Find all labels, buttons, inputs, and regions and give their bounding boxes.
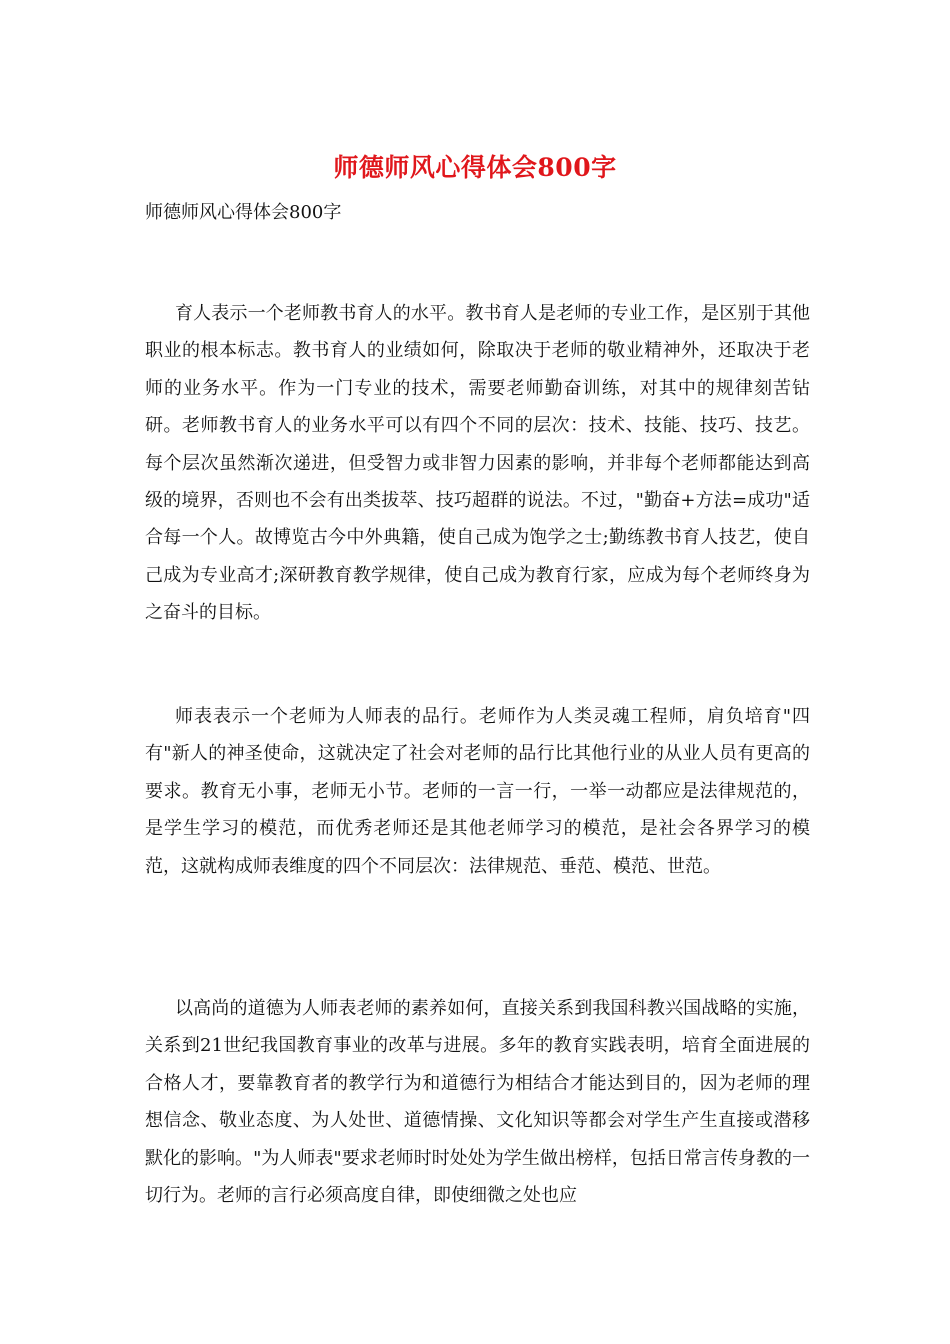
paragraph-2: 师表表示一个老师为人师表的品行。老师作为人类灵魂工程师，肩负培育"四有"新人的神圣使命，这就决定了社会对老师的品行比其他行业的从业人员有更高的要求。教育无小事，老师无小节。老师的一言一行，一举一动都应是法律规范的，是学生学习的模范，而优秀老师还是其他老师学习的模范，是社会各界学习的模范，这就构成师表维度的四个不同层次：法律规范、垂范、模范、世范。 <box>145 706 810 877</box>
document-title: 师德师风心得体会800字 <box>333 153 617 182</box>
document-subtitle: 师德师风心得体会800字 <box>145 202 342 223</box>
paragraph-3: 以高尚的道德为人师表老师的素养如何，直接关系到我国科教兴国战略的实施，关系到21世纪我国教育事业的改革与进展。多年的教育实践表明，培育全面进展的合格人才，要靠教育者的教学行为和道德行为相结合才能达到目的，因为老师的理想信念、敬业态度、为人处世、道德情操、文化知识等都会对学生产生直接或潜移默化的影响。"为人师表"要求老师时时处处为学生做出榜样，包括日常言传身教的一切行为。老师的言行必须高度自律，即使细微之处也应 <box>145 998 810 1207</box>
paragraph-1: 育人表示一个老师教书育人的水平。教书育人是老师的专业工作，是区别于其他职业的根本标志。教书育人的业绩如何，除取决于老师的敬业精神外，还取决于老师的业务水平。作为一门专业的技术，需要老师勤奋训练，对其中的规律刻苦钻研。老师教书育人的业务水平可以有四个不同的层次：技术、技能、技巧、技艺。每个层次虽然渐次递进，但受智力或非智力因素的影响，并非每个老师都能达到高级的境界，否则也不会有出类拔萃、技巧超群的说法。不过，"勤奋+方法=成功"适合每一个人。故博览古今中外典籍，使自己成为饱学之士;勤练教书育人技艺，使自己成为专业高才;深研教育教学规律，使自己成为教育行家，应成为每个老师终身为之奋斗的目标。 <box>145 303 810 624</box>
